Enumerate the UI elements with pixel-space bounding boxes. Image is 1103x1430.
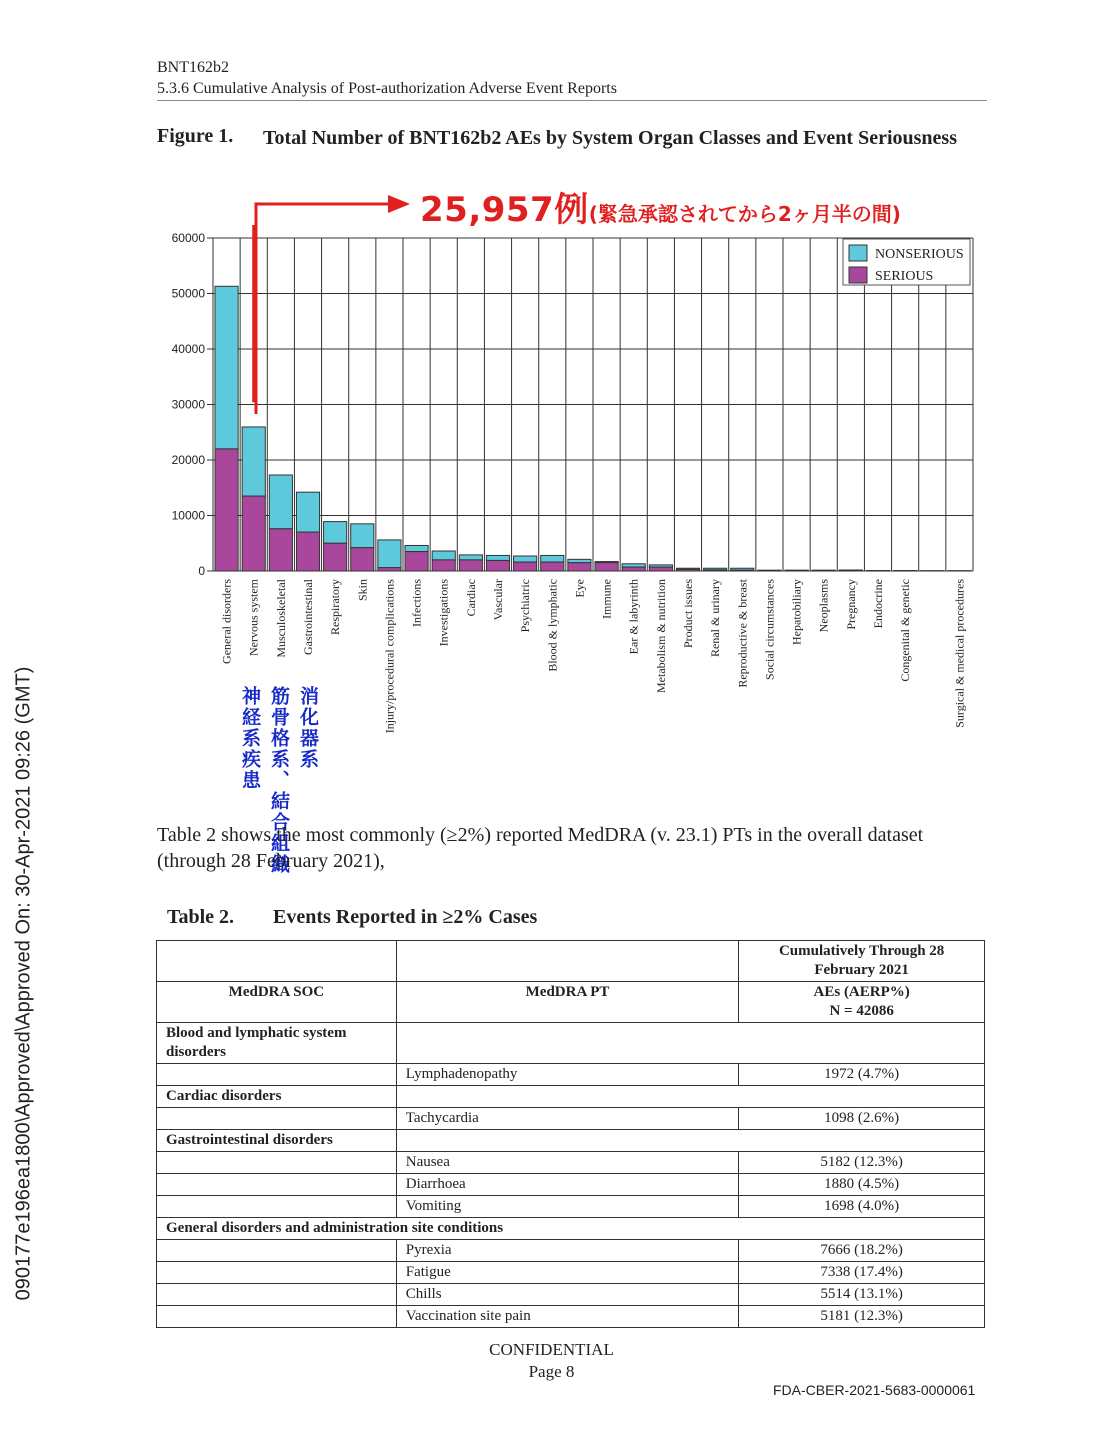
pt-cell: Diarrhoea	[396, 1174, 739, 1196]
bar-nonserious	[269, 475, 292, 529]
bar-nonserious	[378, 540, 401, 568]
legend-label: SERIOUS	[875, 269, 934, 284]
figure-number: Figure 1.	[157, 125, 234, 147]
bar-serious	[486, 560, 509, 571]
soc-cell: Blood and lymphatic system disorders	[157, 1023, 397, 1064]
bar-serious	[785, 570, 808, 571]
x-tick-label: Investigations	[436, 579, 451, 647]
bar-nonserious	[459, 555, 482, 560]
x-tick-label: Congenital & genetic	[898, 579, 913, 682]
x-tick-label: Hepatobiliary	[789, 579, 804, 645]
pt-cell: Vaccination site pain	[396, 1306, 739, 1328]
table-row	[157, 1218, 985, 1240]
header-cell-cumulative: Cumulatively Through 28 February 2021	[739, 941, 985, 982]
value-cell: 1698 (4.0%)	[739, 1196, 985, 1218]
table-row	[157, 1196, 985, 1218]
annotation-arrow-head	[388, 195, 410, 213]
value-cell: 1880 (4.5%)	[739, 1174, 985, 1196]
annotation-label-gastrointestinal: 消化器系	[297, 686, 319, 770]
table-row	[157, 1064, 985, 1086]
soc-cell	[157, 1306, 397, 1328]
approval-watermark: 090177e196ea1800\Approved\Approved On: 30-Apr-2021 09:26 (GMT)	[12, 666, 35, 1301]
legend-swatch	[849, 245, 867, 261]
x-tick-label: Gastrointestinal	[301, 579, 315, 655]
empty-cell	[396, 1130, 984, 1152]
soc-cell: Gastrointestinal disorders	[157, 1130, 397, 1152]
header-cell-soc: MedDRA SOC	[157, 982, 397, 1023]
bar-nonserious	[242, 427, 265, 496]
bar-serious	[676, 569, 699, 571]
table-row	[157, 1023, 985, 1064]
bar-nonserious	[541, 555, 564, 562]
legend-swatch	[849, 267, 867, 283]
table-number: Table 2.	[167, 906, 235, 928]
header-cell-empty	[396, 941, 739, 982]
y-tick-label: 50000	[171, 286, 205, 301]
y-tick-label: 60000	[171, 231, 205, 245]
bar-nonserious	[514, 556, 537, 562]
soc-cell	[157, 1174, 397, 1196]
table-title: Events Reported in ≥2% Cases	[273, 906, 538, 928]
empty-cell	[396, 1023, 984, 1064]
soc-cell: General disorders and administration site conditions	[157, 1218, 985, 1240]
pt-cell: Chills	[396, 1284, 739, 1306]
bar-serious	[351, 548, 374, 571]
confidential-label: CONFIDENTIAL	[489, 1340, 614, 1359]
bar-nonserious	[405, 545, 428, 551]
value-cell: 5182 (12.3%)	[739, 1152, 985, 1174]
bar-nonserious	[432, 551, 455, 560]
bar-serious	[541, 562, 564, 571]
bar-serious	[432, 560, 455, 571]
bar-serious	[215, 449, 238, 571]
chart-legend	[843, 239, 970, 285]
bar-serious	[514, 562, 537, 571]
header-cell-aes	[739, 982, 985, 1023]
bar-nonserious	[296, 492, 319, 532]
header-rule	[157, 100, 987, 101]
x-tick-label: Musculoskeletal	[273, 579, 288, 658]
bar-serious	[812, 570, 835, 571]
value-cell: 5514 (13.1%)	[739, 1284, 985, 1306]
table-row	[157, 1086, 985, 1108]
table-row	[157, 1130, 985, 1152]
header-aes-label: AEs (AERP%)	[813, 984, 910, 1000]
x-tick-label: Blood & lymphatic	[545, 579, 560, 672]
x-tick-label: Reproductive & breast	[735, 579, 750, 688]
header-n-label: N = 42086	[829, 1003, 894, 1019]
soc-cell	[157, 1108, 397, 1130]
x-tick-label: Injury/procedural complications	[382, 579, 397, 734]
bar-nonserious	[215, 286, 238, 449]
count-annotation-number: 25,957例	[420, 190, 589, 230]
x-tick-label: Surgical & medical procedures	[952, 579, 967, 728]
value-cell: 7338 (17.4%)	[739, 1262, 985, 1284]
bar-nonserious	[486, 555, 509, 560]
legend-label: NONSERIOUS	[875, 247, 964, 262]
bar-serious	[568, 563, 591, 571]
bar-serious	[269, 529, 292, 571]
value-cell: 5181 (12.3%)	[739, 1306, 985, 1328]
events-table	[156, 940, 985, 1328]
bar-serious	[622, 567, 645, 571]
x-tick-label: Product issues	[681, 579, 695, 648]
bar-serious	[649, 567, 672, 571]
x-tick-label: Nervous system	[246, 579, 261, 656]
annotation-arrow	[250, 192, 420, 422]
x-tick-label: Cardiac	[463, 579, 478, 617]
page-number: Page 8	[528, 1362, 575, 1381]
bar-nonserious	[324, 522, 347, 544]
bar-serious	[704, 570, 727, 571]
soc-cell	[157, 1284, 397, 1306]
bar-serious	[459, 560, 482, 571]
soc-cell	[157, 1196, 397, 1218]
soc-cell	[157, 1152, 397, 1174]
y-tick-label: 0	[198, 564, 205, 578]
count-annotation-note: (緊急承認されてから2ヶ月半の間)	[588, 202, 901, 226]
x-tick-label: Immune	[599, 579, 614, 619]
table-row	[157, 1262, 985, 1284]
document-id: FDA-CBER-2021-5683-0000061	[773, 1382, 976, 1398]
empty-cell	[396, 1086, 984, 1108]
table-row	[157, 1284, 985, 1306]
y-tick-label: 30000	[171, 397, 205, 412]
annotation-arrow-path	[256, 204, 390, 414]
bar-serious	[296, 532, 319, 571]
x-tick-label: Skin	[355, 579, 370, 602]
x-tick-label: Eye	[572, 579, 587, 598]
soc-cell	[157, 1262, 397, 1284]
header-cell-empty	[157, 941, 397, 982]
pt-cell: Pyrexia	[396, 1240, 739, 1262]
x-tick-label: Social circumstances	[762, 579, 777, 680]
x-tick-label: Endocrine	[871, 579, 885, 629]
bar-nonserious	[351, 524, 374, 548]
value-cell: 1098 (2.6%)	[739, 1108, 985, 1130]
body-paragraph: Table 2 shows the most commonly (≥2%) reported MedDRA (v. 23.1) PTs in the overall dataset (through 28 February 2021),	[157, 824, 924, 872]
bar-serious	[378, 568, 401, 571]
soc-cell: Cardiac disorders	[157, 1086, 397, 1108]
x-tick-label: Infections	[409, 579, 424, 627]
y-tick-label: 10000	[171, 508, 205, 523]
x-tick-label: Ear & labyrinth	[626, 579, 641, 655]
table-header-row	[157, 941, 985, 982]
value-cell: 1972 (4.7%)	[739, 1064, 985, 1086]
x-tick-label: Metabolism & nutrition	[653, 579, 668, 693]
annotation-label-nervous: 神経系疾患	[239, 686, 261, 791]
y-tick-label: 40000	[171, 342, 205, 356]
x-tick-label: Respiratory	[328, 579, 343, 635]
pt-cell: Lymphadenopathy	[396, 1064, 739, 1086]
figure-title: Total Number of BNT162b2 AEs by System Organ Classes and Event Seriousness	[263, 127, 957, 149]
value-cell: 7666 (18.2%)	[739, 1240, 985, 1262]
bar-serious	[405, 552, 428, 571]
bar-serious	[595, 563, 618, 571]
header-cell-pt: MedDRA PT	[396, 982, 739, 1023]
x-tick-label: Renal & urinary	[708, 579, 723, 657]
x-tick-label: Pregnancy	[843, 579, 858, 630]
table-row	[157, 1306, 985, 1328]
table-row	[157, 1240, 985, 1262]
soc-cell	[157, 1064, 397, 1086]
x-tick-label: General disorders	[219, 579, 234, 664]
pt-cell: Nausea	[396, 1152, 739, 1174]
table-row	[157, 1152, 985, 1174]
bar-serious	[731, 570, 754, 571]
count-annotation	[420, 182, 901, 231]
pt-cell: Fatigue	[396, 1262, 739, 1284]
section-title: 5.3.6 Cumulative Analysis of Post-authorization Adverse Event Reports	[157, 80, 617, 97]
y-tick-label: 20000	[171, 453, 205, 467]
x-tick-label: Vascular	[491, 579, 505, 621]
table-row	[157, 1174, 985, 1196]
x-tick-label: Neoplasms	[816, 579, 831, 633]
table-row	[157, 1108, 985, 1130]
pt-cell: Tachycardia	[396, 1108, 739, 1130]
table-header-row	[157, 982, 985, 1023]
pt-cell: Vomiting	[396, 1196, 739, 1218]
document-name: BNT162b2	[157, 59, 229, 76]
bar-serious	[242, 496, 265, 571]
soc-cell	[157, 1240, 397, 1262]
annotation-label-musculoskeletal: 筋骨格系、結合組織	[268, 686, 290, 875]
bar-serious	[324, 543, 347, 571]
x-tick-label: Psychiatric	[518, 579, 533, 633]
